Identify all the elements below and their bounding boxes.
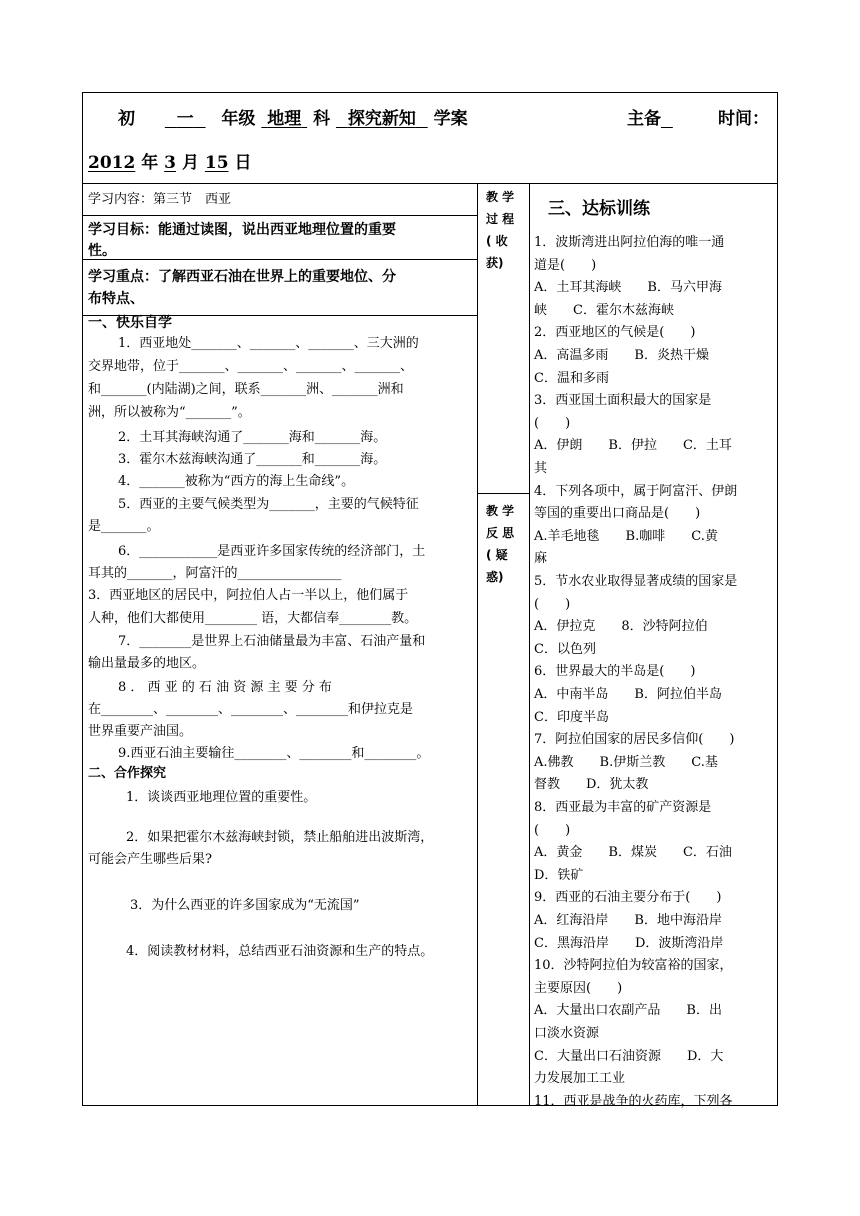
header-title-line (118, 104, 468, 129)
practice-line: A．红海沿岸 B．地中海沿岸 (534, 913, 722, 928)
practice-line: 2．西亚地区的气候是( ) (534, 325, 696, 341)
subject-value: 地理 (267, 109, 302, 129)
year-value: 2012 (88, 153, 136, 173)
practice-line: 10．沙特阿拉伯为较富裕的国家， (534, 958, 733, 974)
self-study-line: 7．________是世界上石油储量最为丰富、石油产量和 (118, 634, 426, 649)
middle-divider (477, 493, 529, 494)
process-label-line: 获) (486, 256, 504, 270)
row-divider (83, 215, 477, 216)
practice-line: 口淡水资源 (534, 1026, 600, 1041)
practice-line: A.佛教 B.伊斯兰教 C.基 (534, 754, 718, 770)
learning-focus-line2: 布特点、 (88, 291, 144, 307)
practice-line: 9．西亚的石油主要分布于( ) (534, 890, 722, 906)
practice-line: A．伊朗 B．伊拉 C．土耳 (534, 438, 732, 454)
self-study-line: 世界重要产油国。 (88, 724, 193, 739)
grade-value: 一 (176, 109, 194, 129)
practice-line: A.羊毛地毯 B.咖啡 C.黄 (534, 528, 718, 544)
cooperation-question-4: 4．阅读教材材料，总结西亚石油资源和生产的特点。 (126, 944, 434, 959)
practice-line: 8．西亚最为丰富的矿产资源是 (534, 800, 712, 815)
practice-line: A．伊拉克 8．沙特阿拉伯 (534, 619, 708, 635)
month-value: 3 (164, 153, 177, 173)
practice-section-title: 三、达标训练 (548, 199, 650, 219)
self-study-line: 耳其的_______，阿富汗的________________ (88, 566, 342, 581)
cooperation-question-1: 1．谈谈西亚地理位置的重要性。 (126, 790, 317, 805)
reflect-label-line: 惑) (486, 570, 504, 584)
practice-line: 等国的重要出口商品是( ) (534, 506, 701, 522)
practice-line: 5．节水农业取得显著成绩的国家是 (534, 574, 738, 589)
practice-line: ( ) (534, 415, 571, 431)
reflect-label-line: 教 学 (486, 504, 515, 518)
reflect-label-line: ( 疑 (486, 548, 508, 562)
learning-content: 学习内容：第三节 西亚 (88, 192, 232, 207)
self-study-line: 1．西亚地处_______、_______、_______、三大洲的 (118, 336, 419, 351)
practice-line: 道是( ) (534, 257, 597, 273)
host-value (661, 109, 673, 129)
self-study-line: 在________、________、________、________和伊拉克是 (88, 702, 414, 717)
plan-label: 学案 (433, 109, 468, 129)
self-study-line: 交界地带，位于_______、_______、_______、_______、 (88, 359, 414, 374)
practice-line: 3．西亚国土面积最大的国家是 (534, 393, 712, 409)
grade-label: 年级 (221, 109, 256, 129)
practice-line: 力发展加工工业 (534, 1071, 626, 1087)
self-study-line: 是_______。 (88, 519, 160, 534)
self-study-line: 8 ． 西 亚 的 石 油 资 源 主 要 分 布 (118, 680, 332, 695)
left-column-divider (477, 183, 478, 1105)
self-study-line: 3．西亚地区的居民中，阿拉伯人占一半以上，他们属于 (88, 588, 409, 603)
practice-line: ( ) (534, 596, 571, 612)
host-label: 主备 (627, 109, 661, 129)
practice-line: 其 (534, 461, 548, 476)
learning-goal-line2: 性。 (88, 243, 116, 259)
process-label-line: 教 学 (486, 190, 515, 204)
practice-line: A．黄金 B．煤炭 C．石油 (534, 845, 732, 861)
practice-line: C．大量出口石油资源 D．大 (534, 1048, 724, 1064)
self-study-line: 和_______(内陆湖)之间，联系_______洲、_______洲和 (88, 382, 404, 397)
practice-line: A．大量出口农副产品 B．出 (534, 1003, 722, 1019)
day-label: 日 (234, 153, 252, 173)
month-label: 月 (181, 153, 199, 173)
practice-line: A．高温多雨 B．炎热干燥 (534, 348, 709, 363)
practice-line: 6．世界最大的半岛是( ) (534, 664, 696, 680)
practice-line: A．中南半岛 B．阿拉伯半岛 (534, 687, 722, 702)
section-cooperation-heading: 二、合作探究 (88, 766, 167, 781)
cooperation-question-3: 3．为什么西亚的许多国家成为“无流国” (130, 898, 360, 913)
self-study-line: 4．_______被称为“西方的海上生命线”。 (118, 474, 355, 489)
time-label: 时间： (718, 109, 769, 129)
practice-line: 峡 C．霍尔木兹海峡 (534, 302, 674, 318)
self-study-line: 9.西亚石油主要输往________、________和________。 (118, 746, 430, 761)
practice-line: A．土耳其海峡 B．马六甲海 (534, 280, 722, 296)
practice-line: C．黑海沿岸 D．波斯湾沿岸 (534, 935, 724, 951)
practice-line: 督教 D．犹太教 (534, 777, 649, 793)
learning-goal-line1: 学习目标：能通过读图，说出西亚地理位置的重要 (88, 222, 396, 238)
self-study-line: 人种，他们大都使用________ 语，大都信奉________教。 (88, 611, 418, 626)
practice-line: 11．西亚是战争的火药库，下列各 (534, 1093, 733, 1109)
learning-focus-line1: 学习重点：了解西亚石油在世界上的重要地位、分 (88, 269, 396, 285)
self-study-line: 5．西亚的主要气候类型为_______，主要的气候特征 (118, 497, 419, 512)
self-study-line: 6．____________是西亚许多国家传统的经济部门，土 (118, 544, 426, 559)
practice-line: ( ) (534, 822, 571, 838)
topic-value: 探究新知 (347, 109, 416, 129)
section-self-study-heading: 一、快乐自学 (88, 315, 172, 331)
row-divider (83, 259, 477, 260)
host-line (627, 104, 673, 129)
self-study-line: 3．霍尔木兹海峡沟通了_______和_______海。 (118, 452, 387, 467)
header-prefix: 初 (118, 109, 135, 129)
year-label: 年 (141, 153, 159, 173)
header-divider (83, 183, 777, 184)
process-label-line: 过 程 (486, 212, 515, 226)
cooperation-question-2-line2: 可能会产生哪些后果? (88, 852, 212, 867)
practice-line: 麻 (534, 551, 548, 567)
date-line (88, 148, 251, 173)
reflect-label-line: 反 思 (486, 526, 515, 540)
self-study-line: 洲，所以被称为“_______”。 (88, 405, 251, 420)
cooperation-question-2-line1: 2．如果把霍尔木兹海峡封锁，禁止船舶进出波斯湾， (126, 830, 434, 845)
practice-line: 4．下列各项中，属于阿富汗、伊朗 (534, 483, 738, 499)
practice-line: D．铁矿 (534, 867, 584, 883)
practice-line: C．印度半岛 (534, 709, 609, 725)
practice-line: 主要原因( ) (534, 980, 623, 996)
self-study-line: 输出量最多的地区。 (88, 656, 206, 671)
subject-label: 科 (313, 109, 331, 129)
practice-line: 7．阿拉伯国家的居民多信仰( ) (534, 732, 735, 748)
middle-column-divider (529, 183, 530, 1105)
day-value: 15 (204, 153, 229, 173)
practice-line: 1．波斯湾进出阿拉伯海的唯一通 (534, 235, 725, 250)
process-label-line: ( 收 (486, 234, 508, 248)
self-study-line: 2．土耳其海峡沟通了_______海和_______海。 (118, 430, 387, 445)
practice-line: C．温和多雨 (534, 370, 609, 386)
practice-line: C．以色列 (534, 641, 596, 657)
